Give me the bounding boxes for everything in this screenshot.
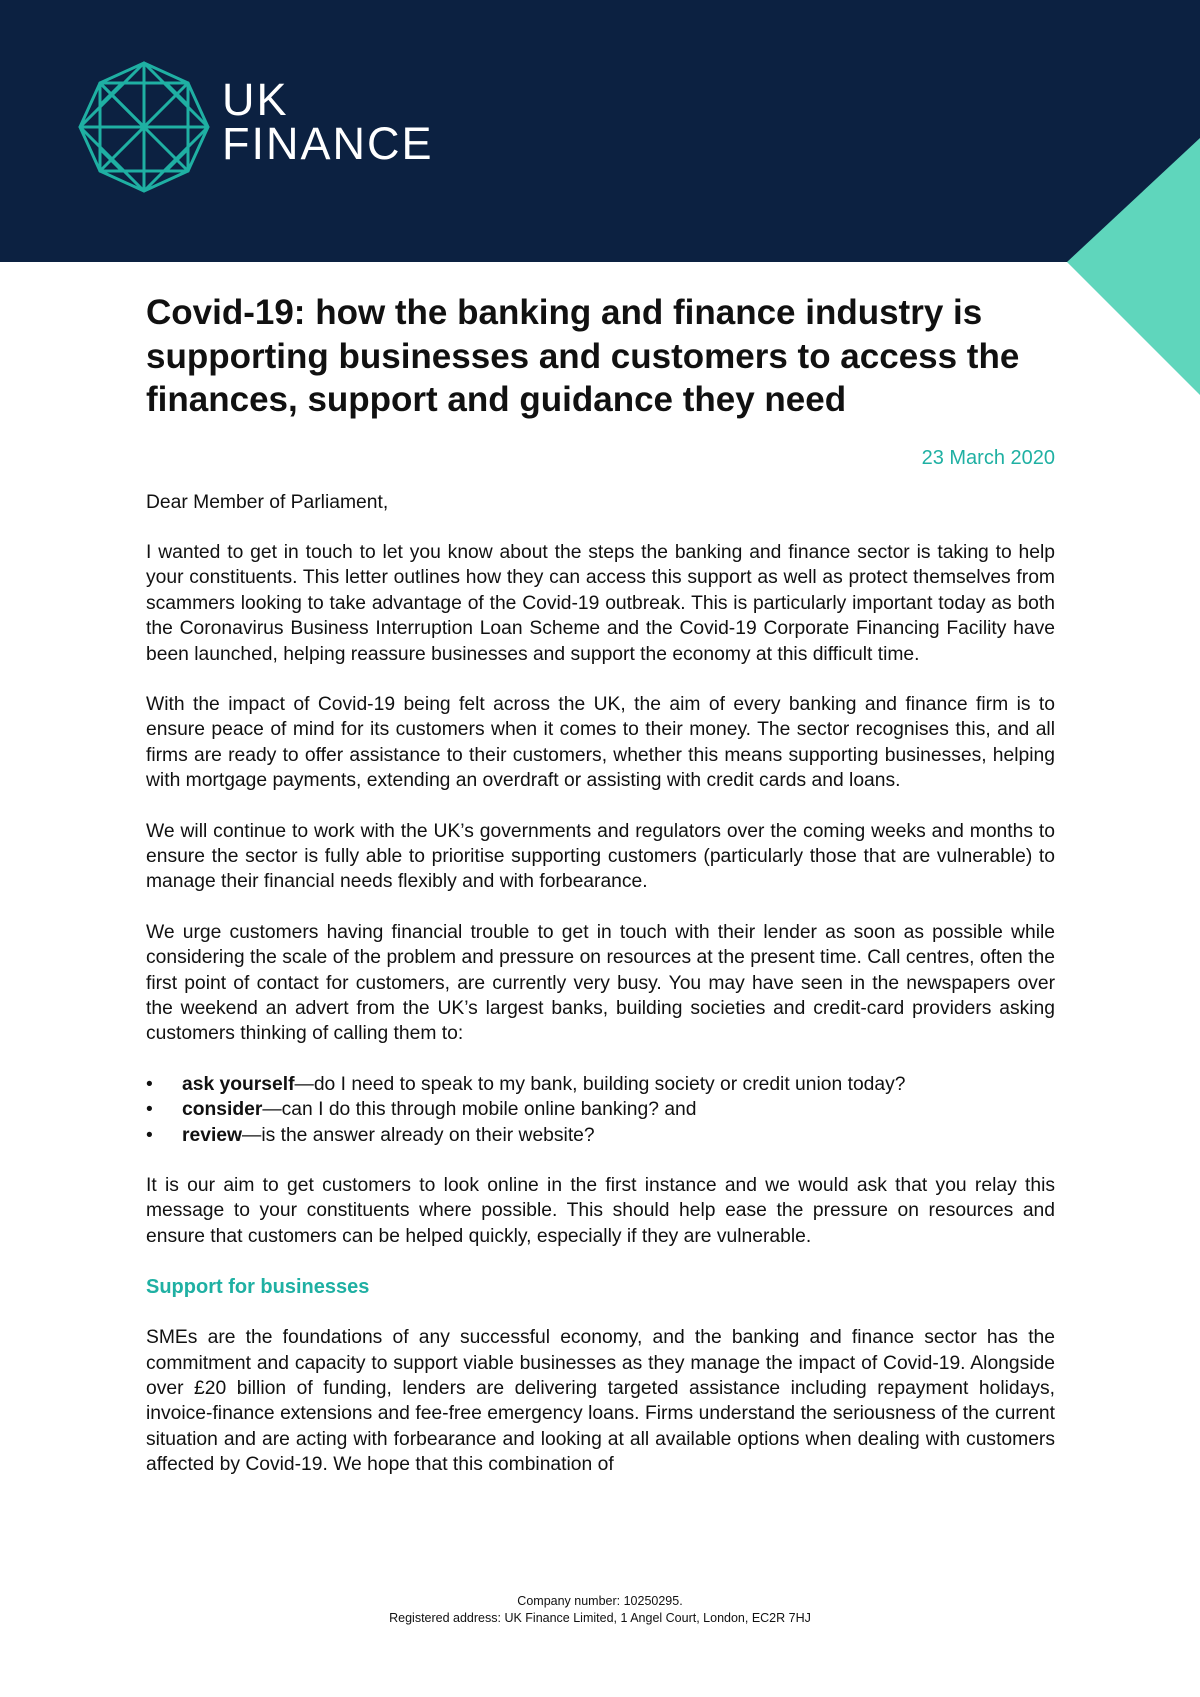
list-item: [146, 1123, 1055, 1148]
page-footer: [0, 1593, 1200, 1627]
bullet-icon: •: [146, 1124, 153, 1146]
page-title: Covid-19: how the banking and finance industry is supporting businesses and customers to access the finances, support and guidance they need: [146, 293, 1020, 419]
list-item: [146, 1097, 1055, 1122]
paragraph-regulators: We will continue to work with the UK’s governments and regulators over the coming weeks and months to ensure the sector is fully able to prioritise supporting customers (particularly those that are vulnerable) to manage their financial needs flexibly and with forbearance.: [146, 820, 1055, 893]
bullet-keyword: ask yourself: [182, 1073, 295, 1095]
paragraph-urge-customers: We urge customers having financial trouble to get in touch with their lender as soon as possible while considering the scale of the problem and pressure on resources at the present time. Call centres, often the first point of contact for customers, are currently very busy. You may have seen in the newspapers over the weekend an advert from the UK’s largest banks, building societies and credit-card providers asking customers thinking of calling them to:: [146, 921, 1055, 1045]
advice-bullet-list: [146, 1072, 1055, 1148]
company-number: Company number: 10250295.: [517, 1594, 683, 1608]
paragraph-look-online: It is our aim to get customers to look online in the first instance and we would ask that you relay this message to your constituents where possible. This should help ease the pressure on resources and ensure that customers can be helped quickly, especially if they are vulnerable.: [146, 1175, 1055, 1247]
logo-line-uk: UK: [222, 74, 289, 125]
salutation: Dear Member of Parliament,: [146, 491, 389, 513]
bullet-icon: •: [146, 1073, 153, 1095]
bullet-text: —do I need to speak to my bank, building society or credit union today?: [294, 1073, 906, 1095]
list-item: [146, 1072, 1055, 1097]
bullet-icon: •: [146, 1099, 153, 1121]
section-heading-support-for-businesses: Support for businesses: [146, 1276, 370, 1299]
bullet-text: —can I do this through mobile online banking? and: [262, 1099, 697, 1121]
registered-address: Registered address: UK Finance Limited, 1 Angel Court, London, EC2R 7HJ: [389, 1611, 811, 1625]
bullet-keyword: review: [182, 1124, 243, 1146]
letter-date: 23 March 2020: [921, 446, 1055, 469]
paragraph-smes: SMEs are the foundations of any successful economy, and the banking and finance sector has the commitment and capacity to support viable businesses as they manage the impact of Covid-19. Alongside over £20 billion of funding, lenders are delivering targeted assistance including repayment holidays, invoice-finance extensions and fee-free emergency loans. Firms understand the seriousness of the current situation and are acting with forbearance and looking at all available options when dealing with customers affected by Covid-19. We hope that this combination of: [146, 1327, 1055, 1476]
letter-body: [146, 291, 1055, 1478]
bullet-text: —is the answer already on their website?: [242, 1124, 595, 1146]
logo-line-finance: FINANCE: [222, 118, 434, 169]
paragraph-impact: With the impact of Covid-19 being felt across the UK, the aim of every banking and finance firm is to ensure peace of mind for its customers when it comes to their money. The sector recognises this, and all firms are ready to offer assistance to their customers, whether this means supporting businesses, helping with mortgage payments, extending an overdraft or assisting with credit cards and loans.: [146, 693, 1055, 792]
paragraph-intro: I wanted to get in touch to let you know about the steps the banking and finance sector is taking to help your constituents. This letter outlines how they can access this support as well as protect themselves from scammers looking to take advantage of the Covid-19 outbreak. This is particularly important today as both the Coronavirus Business Interruption Loan Scheme and the Covid-19 Corporate Financing Facility have been launched, helping reassure businesses and support the economy at this difficult time.: [146, 541, 1055, 665]
bullet-keyword: consider: [182, 1099, 263, 1121]
